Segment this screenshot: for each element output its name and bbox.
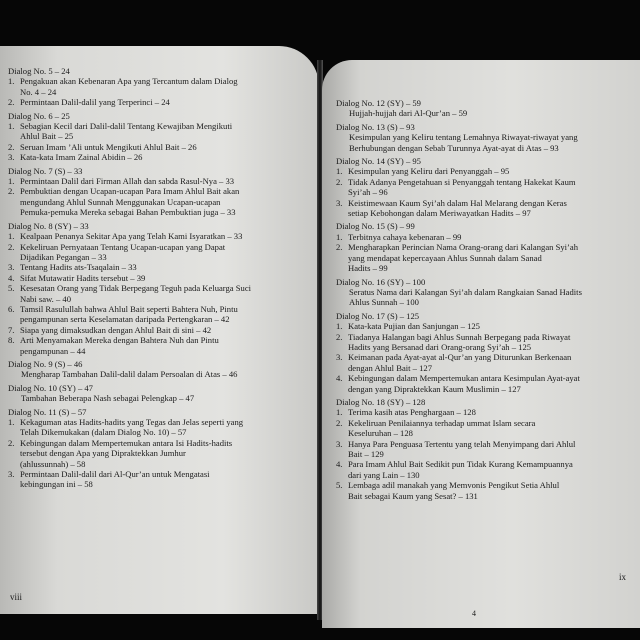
entry-number: 3. bbox=[8, 152, 15, 163]
entry-text bbox=[348, 242, 634, 273]
toc-entry bbox=[336, 132, 634, 153]
entry-line: Kesimpulan yang Keliru tentang Lemahnya Riwayat-riwayat yang bbox=[349, 132, 578, 143]
entry-line: Arti Menyamakan Mereka dengan Bahtera Nuh dan Pintu bbox=[20, 335, 219, 346]
entry-line: Permintaan Dalil-dalil yang Terperinci – 24 bbox=[20, 97, 170, 108]
entry-line: Mengharap Tambahan Dalil-dalil dalam Persoalan di Atas – 46 bbox=[21, 369, 238, 380]
right-page bbox=[322, 60, 640, 628]
entry-number: 3. bbox=[336, 352, 343, 363]
dialog-heading: Dialog No. 16 (SY) – 100 bbox=[336, 276, 426, 287]
dialog-section bbox=[8, 166, 309, 218]
entry-text bbox=[349, 287, 634, 308]
entry-text bbox=[348, 459, 634, 480]
toc-entry bbox=[336, 287, 634, 308]
entry-text bbox=[348, 166, 634, 176]
toc-entry bbox=[8, 152, 309, 162]
entry-line: dengan yang Dipraktekkan Kaum Muslimin – 127 bbox=[348, 383, 521, 394]
toc-entry bbox=[8, 469, 309, 490]
entry-line: Bait sebagai Kaum yang Sesat? – 131 bbox=[348, 490, 478, 501]
entry-number: 1. bbox=[8, 176, 15, 187]
dialog-heading: Dialog No. 11 (S) – 57 bbox=[8, 406, 87, 417]
entry-line: Terbitnya cahaya kebenaran – 99 bbox=[348, 231, 462, 242]
toc-entry bbox=[8, 417, 309, 438]
toc-entry bbox=[336, 332, 634, 353]
entry-line: Nabi saw. – 40 bbox=[20, 293, 71, 304]
left-table-of-contents bbox=[8, 66, 309, 490]
entry-text bbox=[348, 418, 634, 439]
entry-line: Seruan Imam ’Ali untuk Mengikuti Ahlul Bait – 26 bbox=[20, 141, 197, 152]
dialog-section bbox=[336, 122, 634, 153]
toc-entry bbox=[336, 407, 634, 417]
left-page bbox=[0, 46, 319, 614]
entry-line: Terima kasih atas Penghargaan – 128 bbox=[348, 407, 476, 418]
entry-text bbox=[20, 152, 309, 162]
dialog-heading: Dialog No. 7 (S) – 33 bbox=[8, 165, 83, 176]
entry-line: Tamsil Rasulullah bahwa Ahlul Bait seperti Bahtera Nuh, Pintu bbox=[20, 303, 238, 314]
entry-text bbox=[349, 132, 634, 153]
toc-entry bbox=[336, 439, 634, 460]
dialog-section bbox=[336, 98, 634, 119]
entry-line: Kebingungan dalam Mempertemukan antara Kesimpulan Ayat-ayat bbox=[348, 373, 580, 384]
entry-number: 3. bbox=[336, 438, 343, 449]
entry-line: Pembuktian dengan Ucapan-ucapan Para Imam Ahlul Bait akan bbox=[20, 186, 240, 197]
dialog-heading: Dialog No. 6 – 25 bbox=[8, 110, 70, 121]
entry-text bbox=[20, 273, 309, 283]
entry-number: 2. bbox=[336, 242, 343, 253]
entry-number: 3. bbox=[336, 197, 343, 208]
bottom-mark: 4 bbox=[472, 609, 476, 618]
entry-text bbox=[348, 332, 634, 353]
toc-entry bbox=[8, 369, 309, 379]
toc-entry bbox=[336, 108, 634, 118]
toc-entry bbox=[336, 418, 634, 439]
dialog-heading: Dialog No. 5 – 24 bbox=[8, 66, 70, 76]
entry-line: Hanya Para Penguasa Tertentu yang telah Menyimpang dari Ahlul bbox=[348, 438, 576, 449]
entry-line: yang mendapat kepercayaan Ahlus Sunnah dalam Sanad bbox=[348, 252, 542, 263]
toc-entry bbox=[8, 304, 309, 325]
toc-entry bbox=[336, 198, 634, 219]
entry-text bbox=[349, 108, 634, 118]
entry-line: Tiadanya Halangan bagi Ahlus Sunnah Berpegang pada Riwayat bbox=[348, 331, 571, 342]
entry-line: Pengakuan akan Kebenaran Apa yang Tercantum dalam Dialog bbox=[20, 76, 238, 87]
entry-text bbox=[20, 121, 309, 142]
toc-entry bbox=[336, 459, 634, 480]
entry-line: pengampunan – 44 bbox=[20, 345, 86, 356]
toc-entry bbox=[8, 393, 309, 403]
entry-number: 2. bbox=[8, 241, 15, 252]
toc-entry bbox=[8, 97, 309, 107]
entry-number: 4. bbox=[336, 459, 343, 470]
entry-number: 3. bbox=[8, 262, 15, 273]
entry-number: 8. bbox=[8, 335, 15, 346]
entry-line: Kekaguman atas Hadits-hadits yang Tegas dan Jelas seperti yang bbox=[20, 417, 244, 427]
entry-line: Kekeliruan Pernyataan Tentang Ucapan-ucapan yang Dapat bbox=[20, 241, 226, 252]
toc-entry bbox=[336, 166, 634, 176]
entry-line: Bait – 129 bbox=[348, 449, 384, 459]
entry-text bbox=[348, 177, 634, 198]
entry-line: Sebagian Kecil dari Dalil-dalil Tentang Kewajiban Mengikuti bbox=[20, 121, 233, 132]
dialog-heading: Dialog No. 15 (S) – 99 bbox=[336, 221, 415, 232]
entry-number: 4. bbox=[8, 272, 15, 283]
toc-entry bbox=[8, 335, 309, 356]
entry-line: Para Imam Ahlul Bait Sedikit pun Tidak Kurang Kemampuannya bbox=[348, 459, 573, 470]
entry-line: Permintaan Dalil-dalil dari Al-Qur’an untuk Mengatasi bbox=[20, 469, 210, 480]
dialog-section bbox=[336, 156, 634, 218]
entry-line: Syi’ah – 96 bbox=[348, 187, 388, 198]
entry-number: 1. bbox=[336, 321, 343, 332]
entry-line: Lembaga adil manakah yang Memvonis Pengikut Setia Ahlul bbox=[348, 480, 560, 491]
entry-number: 1. bbox=[8, 417, 15, 427]
entry-line: Siapa yang dimaksudkan dengan Ahlul Bait di sini – 42 bbox=[20, 324, 212, 335]
entry-number: 5. bbox=[8, 283, 15, 294]
entry-text bbox=[20, 304, 309, 325]
entry-line: dari yang Lain – 130 bbox=[348, 469, 420, 480]
left-page-number: viii bbox=[10, 592, 23, 602]
toc-entry bbox=[336, 232, 634, 242]
dialog-section bbox=[336, 277, 634, 308]
entry-number: 2. bbox=[8, 186, 15, 197]
entry-text bbox=[20, 325, 309, 335]
entry-text bbox=[348, 198, 634, 219]
entry-number: 1. bbox=[8, 76, 15, 87]
entry-text bbox=[20, 417, 309, 438]
entry-line: mengundang Ahlul Sunnah Menggunakan Ucapan-ucapan bbox=[20, 196, 221, 207]
entry-line: Telah Dikemukakan (dalam Dialog No. 10) – 57 bbox=[20, 427, 187, 438]
dialog-heading: Dialog No. 10 (SY) – 47 bbox=[8, 382, 93, 393]
entry-line: Pemuka-pemuka Mereka sebagai Bahan Pembuktian juga – 33 bbox=[20, 207, 236, 218]
dialog-section bbox=[336, 311, 634, 394]
entry-number: 2. bbox=[336, 176, 343, 187]
toc-entry bbox=[336, 242, 634, 273]
entry-text bbox=[20, 242, 309, 263]
entry-number: 1. bbox=[336, 166, 343, 177]
entry-line: (ahlussunnah) – 58 bbox=[20, 458, 86, 469]
entry-text bbox=[348, 480, 634, 501]
toc-entry bbox=[8, 262, 309, 272]
entry-line: pengampunan serta Keselamatan daripada Pertengkaran – 42 bbox=[20, 314, 230, 325]
entry-text bbox=[348, 232, 634, 242]
entry-text bbox=[20, 438, 309, 469]
dialog-section bbox=[336, 397, 634, 501]
dialog-heading: Dialog No. 14 (SY) – 95 bbox=[336, 156, 421, 167]
toc-entry bbox=[8, 121, 309, 142]
toc-entry bbox=[8, 76, 309, 97]
entry-text bbox=[20, 97, 309, 107]
entry-line: Kesesatan Orang yang Tidak Berpegang Teguh pada Keluarga Suci bbox=[20, 283, 252, 294]
entry-line: Tidak Adanya Pengetahuan si Penyanggah tentang Hakekat Kaum bbox=[348, 176, 576, 187]
dialog-section bbox=[8, 66, 309, 108]
entry-line: Mengharapkan Perincian Nama Orang-orang dari Kalangan Syi’ah bbox=[348, 242, 579, 253]
entry-text bbox=[20, 283, 309, 304]
toc-entry bbox=[8, 325, 309, 335]
entry-line: tersebut dengan Apa yang Dipraktekkan Jumhur bbox=[20, 448, 186, 459]
entry-text bbox=[348, 407, 634, 417]
entry-text bbox=[20, 231, 309, 241]
entry-number: 1. bbox=[336, 407, 343, 418]
toc-entry bbox=[8, 186, 309, 217]
dialog-heading: Dialog No. 18 (SY) – 128 bbox=[336, 396, 426, 407]
entry-number: 3. bbox=[8, 469, 15, 480]
entry-text bbox=[20, 186, 309, 217]
entry-text bbox=[348, 373, 634, 394]
dialog-heading: Dialog No. 8 (SY) – 33 bbox=[8, 220, 89, 231]
entry-number: 1. bbox=[8, 121, 15, 132]
dialog-heading: Dialog No. 9 (S) – 46 bbox=[8, 358, 83, 369]
right-table-of-contents bbox=[336, 98, 634, 501]
entry-number: 1. bbox=[8, 231, 15, 242]
entry-number: 2. bbox=[336, 331, 343, 342]
entry-text bbox=[20, 76, 309, 97]
entry-line: Hujjah-hujjah dari Al-Qur’an – 59 bbox=[349, 108, 468, 119]
toc-entry bbox=[336, 480, 634, 501]
entry-text bbox=[20, 262, 309, 272]
entry-number: 4. bbox=[336, 373, 343, 384]
entry-text bbox=[20, 335, 309, 356]
entry-line: dengan Ahlul Bait – 127 bbox=[348, 362, 433, 373]
entry-line: Kebingungan dalam Mempertemukan antara Isi Hadits-hadits bbox=[20, 437, 233, 448]
entry-line: setiap Kebohongan dalam Meriwayatkan Hadits – 97 bbox=[348, 208, 531, 219]
entry-line: Seratus Nama dari Kalangan Syi’ah dalam Rangkaian Sanad Hadits bbox=[349, 286, 582, 297]
right-page-number: ix bbox=[618, 572, 626, 582]
entry-number: 5. bbox=[336, 480, 343, 491]
entry-line: Tentang Hadits ats-Tsaqalain – 33 bbox=[20, 262, 137, 273]
entry-text bbox=[20, 176, 309, 186]
entry-line: Ahlus Sunnah – 100 bbox=[349, 297, 419, 308]
toc-entry bbox=[8, 231, 309, 241]
dialog-section bbox=[336, 221, 634, 273]
dialog-section bbox=[8, 111, 309, 163]
entry-number: 6. bbox=[8, 303, 15, 314]
toc-entry bbox=[8, 283, 309, 304]
entry-line: Kata-kata Imam Zainal Abidin – 26 bbox=[20, 152, 143, 163]
entry-number: 2. bbox=[8, 141, 15, 152]
toc-entry bbox=[336, 177, 634, 198]
toc-entry bbox=[8, 242, 309, 263]
entry-line: Kekeliruan Penilaiannya terhadap ummat Islam secara bbox=[348, 417, 536, 428]
dialog-heading: Dialog No. 12 (SY) – 59 bbox=[336, 98, 421, 108]
entry-line: Keimanan pada Ayat-ayat al-Qur’an yang Diturunkan Berkenaan bbox=[348, 352, 572, 363]
dialog-section bbox=[8, 407, 309, 490]
entry-line: Sifat Mutawatir Hadits tersebut – 39 bbox=[20, 272, 146, 283]
entry-line: Berhubungan dengan Sebab Turunnya Ayat-ayat di Atas – 93 bbox=[349, 142, 559, 153]
toc-entry bbox=[8, 438, 309, 469]
entry-line: Hadits yang Bersanad dari Orang-orang Syi’ah – 125 bbox=[348, 341, 532, 352]
toc-entry bbox=[336, 321, 634, 331]
entry-line: kebingungan ini – 58 bbox=[20, 479, 93, 490]
entry-text bbox=[21, 393, 309, 403]
entry-text bbox=[348, 321, 634, 331]
entry-line: Dijadikan Pegangan – 33 bbox=[20, 251, 107, 262]
entry-line: Ahlul Bait – 25 bbox=[20, 131, 74, 142]
entry-line: Permintaan Dalil dari Firman Allah dan sabda Rasul-Nya – 33 bbox=[20, 176, 235, 187]
entry-line: Kealpaan Penanya Sekitar Apa yang Telah Kami Isyaratkan – 33 bbox=[20, 231, 243, 242]
entry-line: Keseluruhan – 128 bbox=[348, 428, 413, 439]
entry-text bbox=[20, 142, 309, 152]
entry-number: 2. bbox=[8, 97, 15, 108]
toc-entry bbox=[336, 373, 634, 394]
entry-text bbox=[20, 469, 309, 490]
dialog-heading: Dialog No. 13 (S) – 93 bbox=[336, 121, 415, 132]
dialog-section bbox=[8, 383, 309, 404]
entry-text bbox=[348, 439, 634, 460]
entry-line: Keistimewaan Kaum Syi’ah dalam Hal Melarang dengan Keras bbox=[348, 197, 567, 208]
entry-number: 7. bbox=[8, 324, 15, 335]
entry-line: No. 4 – 24 bbox=[20, 86, 57, 97]
dialog-section bbox=[8, 221, 309, 356]
entry-line: Kata-kata Pujian dan Sanjungan – 125 bbox=[348, 321, 480, 332]
entry-line: Hadits – 99 bbox=[348, 263, 388, 274]
entry-number: 2. bbox=[8, 437, 15, 448]
dialog-section bbox=[8, 359, 309, 380]
entry-line: Kesimpulan yang Keliru dari Penyanggah – 95 bbox=[348, 166, 510, 177]
entry-line: Tambahan Beberapa Nash sebagai Pelengkap – 47 bbox=[21, 393, 195, 404]
toc-entry bbox=[8, 176, 309, 186]
entry-text bbox=[21, 369, 309, 379]
toc-entry bbox=[8, 142, 309, 152]
entry-number: 2. bbox=[336, 417, 343, 428]
toc-entry bbox=[8, 273, 309, 283]
dialog-heading: Dialog No. 17 (S) – 125 bbox=[336, 310, 420, 321]
entry-text bbox=[348, 352, 634, 373]
entry-number: 1. bbox=[336, 231, 343, 242]
toc-entry bbox=[336, 352, 634, 373]
